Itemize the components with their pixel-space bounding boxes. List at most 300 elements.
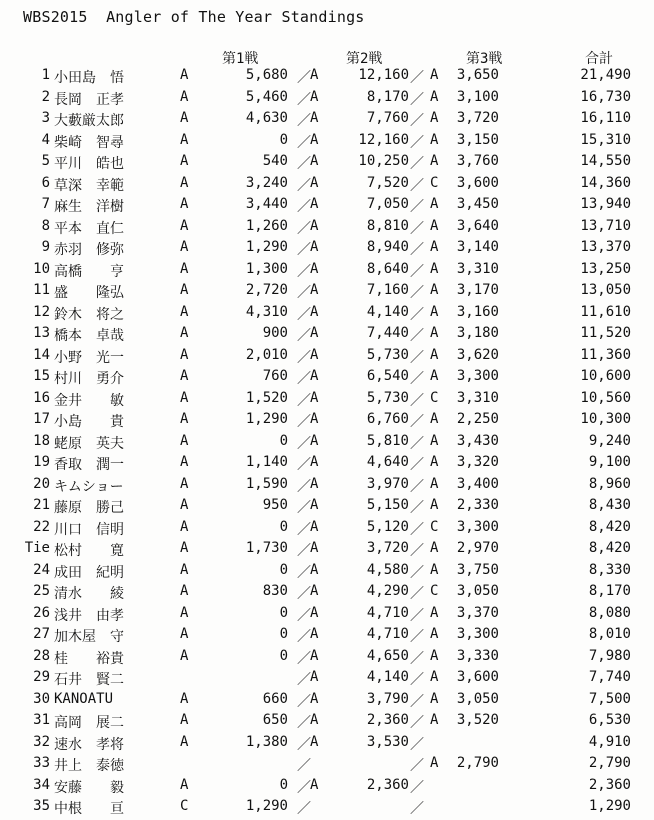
points-round2: 2,360 [366,776,409,793]
separator-2: ／ [410,414,424,430]
rank: 29 [33,669,50,685]
points-round2: 5,120 [366,518,409,535]
total-points: 16,110 [580,110,631,126]
class-round3: A [430,368,439,384]
separator-1: ／ [297,156,311,172]
separator-1: ／ [297,758,311,774]
class-round2: A [310,88,319,105]
points-round3: 3,300 [456,368,499,384]
name: 石井 賢二 [54,672,124,688]
separator-2: ／ [410,543,424,559]
separator-2: ／ [410,500,424,516]
rank: 21 [33,497,50,513]
class-round3: A [430,282,439,298]
separator-2: ／ [410,435,424,452]
rank: 1 [41,67,50,83]
class-round2: A [310,217,319,234]
table-row [0,196,654,218]
rank: 32 [33,733,50,750]
points-round1: 1,290 [245,411,288,427]
points-round2: 4,290 [366,583,409,599]
rank: 28 [33,647,50,664]
rank: 6 [41,174,50,191]
name: 柴崎 智尋 [54,134,124,151]
points-round3: 3,180 [456,325,499,341]
total-points: 11,520 [580,325,631,341]
separator-1: ／ [297,500,311,516]
rank: 27 [33,626,50,642]
separator-2: ／ [410,758,424,774]
separator-2: ／ [410,371,424,387]
rank: 19 [33,454,50,470]
table-row [0,325,654,347]
total-points: 13,710 [580,217,631,234]
class-round3: A [430,475,439,492]
class-round3: A [430,153,439,169]
name: 藤原 勝己 [54,500,124,516]
points-round2: 12,160 [358,131,409,148]
rank: 18 [33,432,50,449]
name: 小野 光一 [54,349,124,366]
name: 大藪厳太郎 [54,113,124,129]
class-round1: A [180,540,189,556]
table-row [0,562,654,584]
points-round2: 8,940 [366,239,409,255]
separator-1: ／ [297,779,311,796]
name: 清水 綾 [54,586,124,602]
total-points: 7,740 [588,669,631,685]
table-row [0,626,654,648]
rank: 35 [33,798,50,814]
total-points: 10,300 [580,411,631,427]
total-points: 8,960 [588,475,631,492]
separator-2: ／ [410,457,424,473]
points-round2: 10,250 [358,153,409,169]
points-round1: 1,380 [245,733,288,750]
separator-1: ／ [297,371,311,387]
points-round2: 4,650 [366,647,409,664]
separator-2: ／ [410,478,424,495]
points-round2: 4,640 [366,454,409,470]
points-round2: 12,160 [358,67,409,83]
points-round2: 6,540 [366,368,409,384]
rank: 12 [33,303,50,320]
points-round3: 3,310 [456,260,499,277]
class-round1: A [180,475,189,492]
table-row [0,67,654,89]
table-row [0,218,654,240]
class-round1: A [180,282,189,298]
total-points: 8,080 [588,604,631,621]
points-round1: 5,460 [245,88,288,105]
points-round3: 3,300 [456,626,499,642]
table-row [0,261,654,283]
class-round1: A [180,368,189,384]
points-round2: 7,520 [366,174,409,191]
class-round2: A [310,282,319,298]
table-row [0,347,654,369]
points-round2: 2,360 [366,712,409,728]
name: 赤羽 修弥 [54,242,124,258]
name: 平川 皓也 [54,156,124,172]
name: 中根 亘 [54,801,124,817]
points-round3: 2,250 [456,411,499,427]
points-round3: 3,300 [456,518,499,535]
class-round1: A [180,346,189,363]
separator-2: ／ [410,392,424,409]
rank: 4 [41,131,50,148]
points-round3: 3,140 [456,239,499,255]
name: 小田島 悟 [54,70,124,86]
separator-1: ／ [297,285,311,301]
class-round3: A [430,346,439,363]
points-round2: 4,140 [366,669,409,685]
points-round3: 2,330 [456,497,499,513]
name: 高岡 展二 [54,715,124,731]
separator-2: ／ [410,156,424,172]
points-round1: 1,290 [245,798,288,814]
class-round3: A [430,432,439,449]
points-round3: 3,720 [456,110,499,126]
name: 高橋 亨 [54,263,124,280]
separator-1: ／ [297,607,311,624]
class-round1: A [180,454,189,470]
separator-2: ／ [410,672,424,688]
total-points: 10,560 [580,389,631,406]
name: 成田 紀明 [54,564,124,581]
rank: 3 [41,110,50,126]
name: 安藤 毅 [54,779,124,796]
class-round3: C [430,174,439,191]
total-points: 8,420 [588,540,631,556]
rank: 15 [33,368,50,384]
class-round3: A [430,540,439,556]
separator-1: ／ [297,564,311,581]
separator-2: ／ [410,134,424,151]
class-round3: A [430,411,439,427]
points-round1: 1,290 [245,239,288,255]
total-points: 8,420 [588,518,631,535]
rank: 30 [33,690,50,707]
class-round1: A [180,131,189,148]
class-round3: A [430,626,439,642]
class-round3: A [430,561,439,578]
header-round2: 第2戦 [346,51,383,67]
table-row [0,110,654,132]
points-round1: 0 [279,561,288,578]
separator-1: ／ [297,715,311,731]
class-round2: A [310,174,319,191]
points-round1: 0 [279,626,288,642]
class-round3: A [430,131,439,148]
points-round2: 5,150 [366,497,409,513]
class-round1: A [180,561,189,578]
table-row [0,798,654,820]
total-points: 1,290 [588,798,631,814]
class-round3: A [430,239,439,255]
name: 村川 勇介 [54,371,124,387]
table-row [0,583,654,605]
separator-2: ／ [410,177,424,194]
points-round1: 1,140 [245,454,288,470]
points-round3: 3,650 [456,67,499,83]
rank: 24 [33,561,50,578]
points-round2: 4,580 [366,561,409,578]
class-round2: A [310,454,319,470]
class-round3: A [430,260,439,277]
name: 橋本 卓哉 [54,328,124,344]
class-round3: C [430,583,439,599]
class-round2: A [310,497,319,513]
total-points: 10,600 [580,368,631,384]
class-round1: A [180,583,189,599]
rank: 5 [41,153,50,169]
separator-2: ／ [410,242,424,258]
rank: Tie [24,540,50,556]
points-round1: 900 [262,325,288,341]
separator-2: ／ [410,801,424,817]
name: 加木屋 守 [54,629,124,645]
points-round1: 4,310 [245,303,288,320]
class-round2: A [310,131,319,148]
table-row [0,691,654,713]
table-row [0,411,654,433]
separator-1: ／ [297,242,311,258]
class-round3: A [430,196,439,212]
separator-2: ／ [410,779,424,796]
points-round3: 3,600 [456,174,499,191]
total-points: 14,550 [580,153,631,169]
points-round1: 0 [279,432,288,449]
class-round2: A [310,733,319,750]
class-round2: A [310,690,319,707]
class-round2: A [310,196,319,212]
points-round2: 3,970 [366,475,409,492]
separator-1: ／ [297,629,311,645]
class-round3: A [430,690,439,707]
class-round2: A [310,325,319,341]
class-round2: A [310,669,319,685]
separator-2: ／ [410,306,424,323]
points-round1: 3,240 [245,174,288,191]
table-row [0,734,654,756]
separator-2: ／ [410,736,424,753]
rank: 22 [33,518,50,535]
points-round3: 3,310 [456,389,499,406]
class-round2: A [310,540,319,556]
class-round3: A [430,325,439,341]
class-round1: A [180,690,189,707]
rank: 25 [33,583,50,599]
separator-2: ／ [410,715,424,731]
class-round1: A [180,196,189,212]
separator-2: ／ [410,693,424,710]
points-round3: 3,430 [456,432,499,449]
class-round1: A [180,733,189,750]
class-round3: A [430,110,439,126]
total-points: 6,530 [588,712,631,728]
points-round3: 3,330 [456,647,499,664]
total-points: 7,980 [588,647,631,664]
separator-1: ／ [297,220,311,237]
class-round3: A [430,88,439,105]
class-round3: A [430,67,439,83]
total-points: 16,730 [580,88,631,105]
separator-1: ／ [297,392,311,409]
class-round1: A [180,217,189,234]
points-round1: 4,630 [245,110,288,126]
name: 平本 直仁 [54,220,124,237]
total-points: 13,940 [580,196,631,212]
rank: 20 [33,475,50,492]
rank: 17 [33,411,50,427]
class-round2: A [310,604,319,621]
rank: 14 [33,346,50,363]
class-round2: A [310,432,319,449]
class-round2: A [310,626,319,642]
points-round1: 660 [262,690,288,707]
total-points: 14,360 [580,174,631,191]
class-round1: C [180,798,189,814]
class-round3: A [430,303,439,320]
separator-2: ／ [410,328,424,344]
total-points: 15,310 [580,131,631,148]
separator-1: ／ [297,478,311,495]
class-round3: A [430,669,439,685]
name: 鈴木 将之 [54,306,124,323]
rank: 2 [41,88,50,105]
separator-2: ／ [410,263,424,280]
separator-1: ／ [297,736,311,753]
separator-2: ／ [410,113,424,129]
name: 川口 信明 [54,521,124,538]
class-round2: A [310,368,319,384]
class-round3: A [430,217,439,234]
separator-2: ／ [410,629,424,645]
separator-2: ／ [410,199,424,215]
separator-2: ／ [410,91,424,108]
total-points: 11,360 [580,346,631,363]
rank: 8 [41,217,50,234]
points-round1: 950 [262,497,288,513]
table-row [0,304,654,326]
rank: 9 [41,239,50,255]
separator-1: ／ [297,70,311,86]
total-points: 4,910 [588,733,631,750]
total-points: 9,100 [588,454,631,470]
class-round1: A [180,389,189,406]
class-round3: A [430,497,439,513]
class-round1: A [180,712,189,728]
separator-1: ／ [297,672,311,688]
points-round2: 3,790 [366,690,409,707]
rank: 31 [33,712,50,728]
separator-2: ／ [410,349,424,366]
points-round3: 3,620 [456,346,499,363]
name: 浅井 由孝 [54,607,124,624]
separator-1: ／ [297,693,311,710]
points-round3: 3,520 [456,712,499,728]
points-round1: 2,720 [245,282,288,298]
class-round2: A [310,647,319,664]
table-row [0,497,654,519]
standings-list [0,67,654,820]
class-round1: A [180,776,189,793]
total-points: 8,430 [588,497,631,513]
separator-1: ／ [297,650,311,667]
total-points: 8,010 [588,626,631,642]
separator-1: ／ [297,521,311,538]
total-points: 13,050 [580,282,631,298]
points-round1: 0 [279,604,288,621]
name: 松村 寛 [54,543,124,559]
points-round3: 3,150 [456,131,499,148]
points-round1: 0 [279,647,288,664]
points-round2: 8,640 [366,260,409,277]
name: 麻生 洋樹 [54,199,124,215]
points-round1: 830 [262,583,288,599]
table-row [0,648,654,670]
table-row [0,89,654,111]
total-points: 11,610 [580,303,631,320]
separator-2: ／ [410,521,424,538]
separator-1: ／ [297,134,311,151]
points-round1: 1,300 [245,260,288,277]
class-round1: A [180,518,189,535]
points-round3: 3,170 [456,282,499,298]
points-round1: 2,010 [245,346,288,363]
class-round2: A [310,389,319,406]
total-points: 8,170 [588,583,631,599]
table-row [0,519,654,541]
points-round2: 3,530 [366,733,409,750]
points-round2: 7,160 [366,282,409,298]
table-row [0,454,654,476]
table-row [0,777,654,799]
class-round2: A [310,583,319,599]
total-points: 2,790 [588,755,631,771]
points-round3: 3,050 [456,583,499,599]
table-row [0,540,654,562]
page-title: WBS2015 Angler of The Year Standings [23,8,365,26]
total-points: 21,490 [580,67,631,83]
name: 香取 潤一 [54,457,124,473]
points-round1: 760 [262,368,288,384]
table-row [0,282,654,304]
points-round3: 3,760 [456,153,499,169]
class-round2: A [310,110,319,126]
class-round1: A [180,174,189,191]
separator-1: ／ [297,801,311,817]
class-round2: A [310,260,319,277]
rank: 13 [33,325,50,341]
points-round1: 0 [279,131,288,148]
class-round3: A [430,755,439,771]
class-round1: A [180,411,189,427]
class-round1: A [180,67,189,83]
total-points: 7,500 [588,690,631,707]
points-round1: 5,680 [245,67,288,83]
points-round3: 3,370 [456,604,499,621]
rank: 10 [33,260,50,277]
separator-1: ／ [297,113,311,129]
name: 蛯原 英夫 [54,435,124,452]
name: 長岡 正孝 [54,91,124,108]
rank: 26 [33,604,50,621]
class-round1: A [180,432,189,449]
points-round2: 5,730 [366,346,409,363]
separator-1: ／ [297,177,311,194]
